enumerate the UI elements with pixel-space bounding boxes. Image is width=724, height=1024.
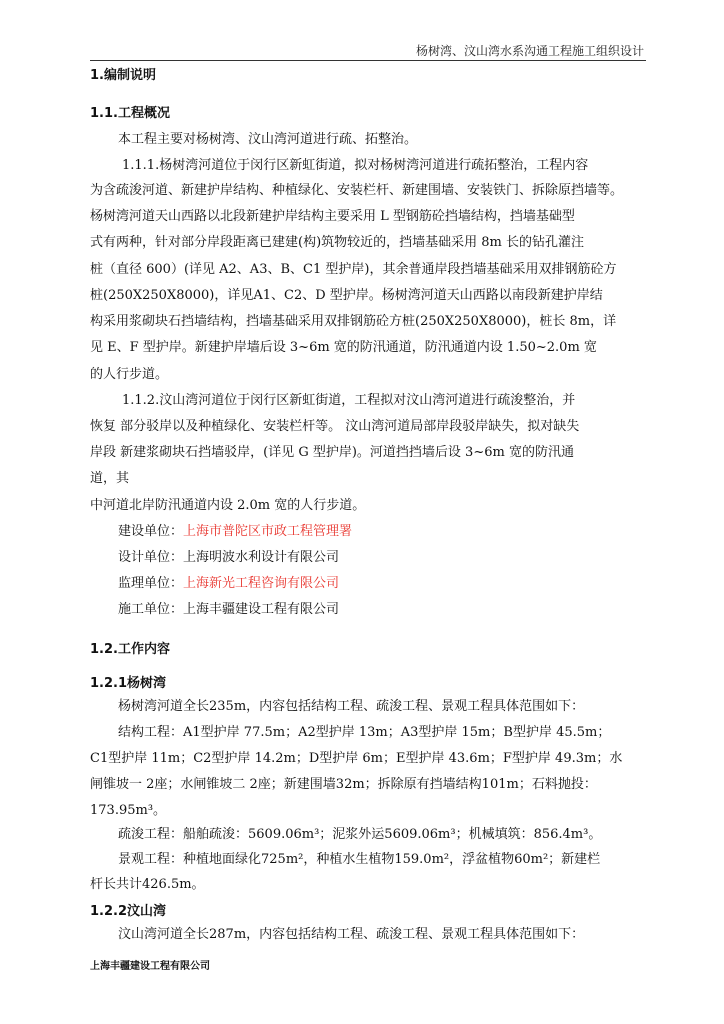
contractor-value: 上海丰疆建设工程有限公司 xyxy=(183,602,340,617)
paragraph-line: 为含疏浚河道、新建护岸结构、种植绿化、安装栏杆、新建围墙、安装铁门、拆除原挡墙等。 xyxy=(90,183,624,198)
paragraph-line: 结构工程：A1型护岸 77.5m；A2型护岸 13m；A3型护岸 15m；B型护岸 45.5m； xyxy=(118,725,611,740)
section-1-1-heading: 1.1.工程概况 xyxy=(90,106,170,121)
paragraph-line: 道，其 xyxy=(90,471,130,486)
paragraph-line: 闸锥坡一 2座；水闸锥坡二 2座；新建围墙32m；拆除原有挡墙结构101m；石料抛投： xyxy=(90,777,597,792)
paragraph-line: 构采用浆砌块石挡墙结构，挡墙基础采用双排钢筋砼方桩(250X250X8000)，桩长 8m，详 xyxy=(90,314,617,329)
paragraph-line: 173.95m³。 xyxy=(90,803,167,818)
paragraph-line: 杆长共计426.5m。 xyxy=(90,877,205,892)
footer-company: 上海丰疆建设工程有限公司 xyxy=(90,961,210,972)
paragraph-line: 疏浚工程：船舶疏浚：5609.06m³；泥浆外运5609.06m³；机械填筑：856.4m³。 xyxy=(118,827,602,842)
paragraph-line: 景观工程：种植地面绿化725m²，种植水生植物159.0m²，浮盆植物60m²；新建栏 xyxy=(118,852,601,867)
paragraph-line: 1.1.2.汶山湾河道位于闵行区新虹街道，工程拟对汶山湾河道进行疏浚整治，并 xyxy=(122,393,576,408)
running-header: 杨树湾、汶山湾水系沟通工程施工组织设计 xyxy=(415,44,644,58)
paragraph-line: 杨树湾河道全长235m，内容包括结构工程、疏浚工程、景观工程具体范围如下： xyxy=(118,699,585,714)
section-1-2-heading: 1.2.工作内容 xyxy=(90,642,170,657)
paragraph-line: 恢复 部分驳岸以及种植绿化、安装栏杆等。 汶山湾河道局部岸段驳岸缺失，拟对缺失 xyxy=(90,419,580,434)
paragraph-line: 中河道北岸防汛通道内设 2.0m 宽的人行步道。 xyxy=(90,498,366,513)
paragraph-line: 1.1.1.杨树湾河道位于闵行区新虹街道，拟对杨树湾河道进行疏拓整治，工程内容 xyxy=(122,158,589,173)
contractor-row xyxy=(118,601,339,619)
paragraph-line: 见 E、F 型护岸。新建护岸墙后设 3~6m 宽的防汛通道，防汛通道内设 1.50~2.0m 宽 xyxy=(90,340,597,355)
owner-label: 建设单位： xyxy=(118,524,184,539)
supervisor-value: 上海新光工程咨询有限公司 xyxy=(183,576,340,591)
contractor-label: 施工单位： xyxy=(118,602,184,617)
paragraph-line: 桩（直径 600）(详见 A2、A3、B、C1 型护岸)，其余普通岸段挡墙基础采用双排钢筋砼方 xyxy=(90,262,617,277)
paragraph-line: 杨树湾河道天山西路以北段新建护岸结构主要采用 L 型钢筋砼挡墙结构，挡墙基础型 xyxy=(90,209,575,224)
paragraph-line: 汶山湾河道全长287m，内容包括结构工程、疏浚工程、景观工程具体范围如下： xyxy=(118,927,585,942)
section-1-2-1-heading: 1.2.1杨树湾 xyxy=(90,676,167,691)
paragraph-line: 式有两种，针对部分岸段距离已建建(构)筑物较近的，挡墙基础采用 8m 长的钻孔灌注 xyxy=(90,235,585,250)
paragraph-line: 的人行步道。 xyxy=(90,367,169,382)
designer-value: 上海明波水利设计有限公司 xyxy=(183,550,340,565)
paragraph-line: 本工程主要对杨树湾、汶山湾河道进行疏、拓整治。 xyxy=(118,132,418,147)
owner-value: 上海市普陀区市政工程管理署 xyxy=(183,524,353,539)
header-rule xyxy=(90,60,646,61)
designer-row xyxy=(118,549,339,567)
supervisor-label: 监理单位： xyxy=(118,576,184,591)
section-1-2-2-heading: 1.2.2汶山湾 xyxy=(90,904,167,919)
supervisor-row xyxy=(118,575,339,593)
owner-row xyxy=(118,523,352,541)
designer-label: 设计单位： xyxy=(118,550,184,565)
paragraph-line: C1型护岸 11m；C2型护岸 14.2m；D型护岸 6m；E型护岸 43.6m；F型护岸 49.3m；水 xyxy=(90,751,623,766)
paragraph-line: 岸段 新建浆砌块石挡墙驳岸，(详见 G 型护岸)。河道挡挡墙后设 3~6m 宽的防汛通 xyxy=(90,445,574,460)
paragraph-line: 桩(250X250X8000)，详见A1、C2、D 型护岸。杨树湾河道天山西路以南段新建护岸结 xyxy=(90,288,603,303)
section-1-heading: 1.编制说明 xyxy=(90,68,156,83)
